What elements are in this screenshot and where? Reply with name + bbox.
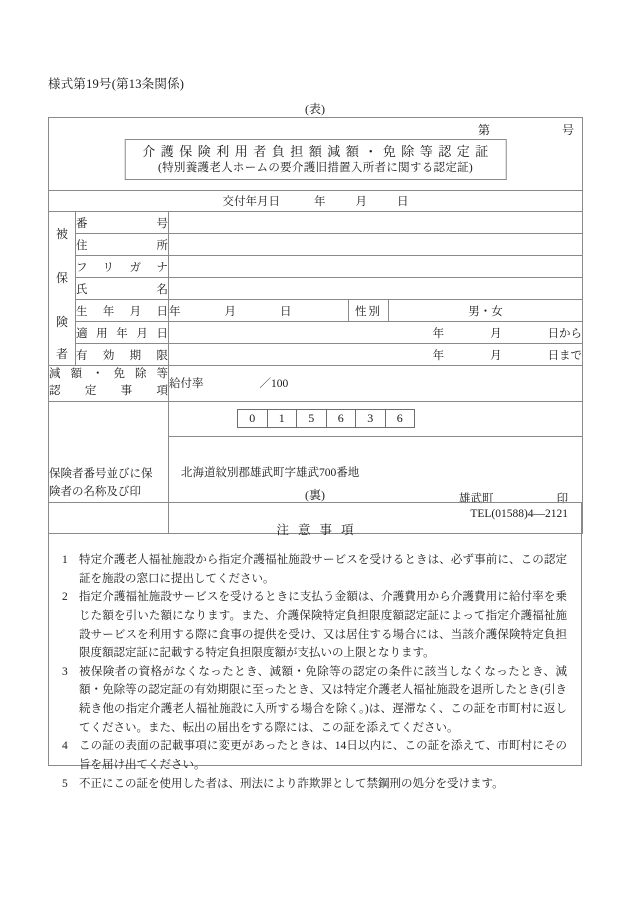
note-number: 2 (62, 591, 68, 604)
back-side-mark: (裏) (305, 488, 325, 502)
insurer-label-line2: 険者の名称及び印 (49, 486, 141, 499)
insurer-telephone: TEL(01588)4—2121 (470, 507, 569, 520)
apply-year-label: 年 (432, 327, 445, 340)
insured-name-label: 氏名 (76, 278, 169, 300)
list-item (62, 588, 567, 663)
front-side-mark: (表) (305, 102, 325, 116)
note-text: 被保険者の資格がなくなったとき、減額・免除等の認定の条件に該当しなくなったとき、減額・免除等の認定証の有効期限に至ったとき、又は特定介護老人福祉施設を退所したとき(引き続き他の指定介護老人福祉施設に入所する場合を除く。)は、遅滞なく、この証を市町村に返してください。また、転出の届出をする際には、この証を添えてください。 (79, 665, 567, 734)
insurer-address: 北海道紋別郡雄武町字雄武700番地 (181, 466, 360, 479)
insurer-seal-mark: 印 (556, 492, 569, 505)
certificate-number-suffix: 号 (562, 123, 575, 137)
insured-apply-date-row (49, 322, 583, 344)
certificate-table (48, 117, 583, 534)
issue-month-label: 月 (355, 196, 368, 208)
certificate-header-row (49, 118, 583, 191)
note-number: 4 (62, 740, 68, 753)
insurer-number-row (49, 401, 583, 436)
certificate-subtitle: (特別養護老人ホームの要介護旧措置入所者に関する認定証) (157, 161, 474, 174)
insurer-digit-5: 3 (356, 410, 386, 427)
insured-number-label: 番号 (76, 212, 169, 234)
insured-birthdate-label: 生年月日 (76, 300, 169, 322)
insurer-digit-6: 6 (396, 411, 403, 425)
reduction-label (49, 366, 169, 402)
insured-address-label: 住所 (76, 234, 169, 256)
benefit-rate-label: 給付率 (169, 378, 204, 391)
insured-number-field[interactable] (169, 212, 583, 234)
insured-apply-date-field[interactable] (169, 322, 583, 344)
insured-label-char-2: 保 (55, 270, 68, 285)
issue-date-label: 交付年月日 (222, 196, 281, 208)
reduction-row (49, 366, 583, 402)
insured-birthdate-field[interactable] (169, 300, 349, 322)
certificate-number-line (478, 121, 574, 138)
notes-title: 注意事項 (276, 523, 363, 537)
birth-day-label: 日 (280, 305, 292, 318)
insurer-digit-4: 6 (327, 410, 357, 427)
insured-label-char-4: 者 (55, 347, 68, 362)
list-item (62, 551, 567, 588)
notes-list (62, 551, 567, 793)
note-text: 指定介護福祉施設サービスを受けるときに支払う金額は、介護費用から介護費用に給付率を乗じた額を引いた額になります。また、介護保険特定負担限度額認定証によって指定介護福祉施設サービスを利用する際に食事の提供を受け、又は居住する場合には、当該介護保険特定負担限度額認定証に記載する特定負担限度額が支払いの上限となります。 (79, 591, 567, 660)
note-number: 3 (62, 665, 68, 678)
apply-day-from-label: 日から (547, 327, 583, 340)
insurer-label-line1: 保険者番号並びに保 (49, 468, 153, 481)
apply-month-label: 月 (490, 327, 502, 340)
insured-number-row (49, 212, 583, 234)
note-text: 特定介護老人福祉施設から指定介護福祉施設サービスを受けるときは、必ず事前に、この認定証を施設の窓口に提出してください。 (79, 554, 567, 585)
reduction-label-line2: 認定事項 (49, 385, 168, 398)
note-number: 5 (62, 777, 68, 790)
insured-vertical-label-2 (49, 256, 76, 300)
expiry-day-to-label: 日まで (547, 349, 583, 362)
list-item (62, 737, 567, 774)
certificate-number-prefix: 第 (478, 123, 491, 137)
insurer-name: 雄武町 (459, 492, 494, 505)
insured-vertical-label-1 (49, 212, 76, 256)
insured-label-char-1: 被 (55, 226, 68, 241)
note-number: 1 (62, 554, 68, 566)
certificate-header-cell (49, 118, 583, 191)
list-item (62, 775, 567, 794)
sex-value[interactable]: 男・女 (389, 300, 583, 322)
insured-furigana-field[interactable] (169, 256, 583, 278)
form-id-label: 様式第19号(第13条関係) (48, 77, 185, 91)
insured-label-char-3: 険 (55, 314, 68, 329)
list-item (62, 663, 567, 738)
expiry-year-label: 年 (432, 349, 445, 362)
issue-date-cell (49, 191, 583, 212)
insured-furigana-row (49, 256, 583, 278)
benefit-rate-value: ／100 (259, 378, 289, 391)
insured-expiry-row (49, 344, 583, 366)
sex-label: 性別 (349, 300, 389, 322)
insured-expiry-field[interactable] (169, 344, 583, 366)
reduction-label-line1: 減額・免除等 (49, 368, 168, 380)
expiry-month-label: 月 (490, 349, 502, 362)
insured-address-row (49, 234, 583, 256)
insurer-digit-1: 0 (238, 410, 268, 427)
insured-furigana-label: フリガナ (76, 256, 169, 278)
birth-month-label: 月 (224, 305, 236, 318)
insured-address-field[interactable] (169, 234, 583, 256)
note-text: この証の表面の記載事項に変更があったときは、14日以内に、この証を添えて、市町村にその旨を届け出てください。 (79, 740, 567, 771)
note-text: 不正にこの証を使用した者は、刑法により詐欺罪として禁鋼刑の処分を受けます。 (79, 777, 504, 790)
insured-vertical-label-4 (49, 344, 76, 366)
insured-vertical-label-3 (49, 300, 76, 344)
insurer-number-boxes (237, 409, 415, 428)
insured-name-row (49, 278, 583, 300)
insured-birthdate-row (49, 300, 583, 322)
benefit-rate-cell[interactable] (169, 366, 583, 402)
certificate-title: 介護保険利用者負担額減額・免除等認定証 (142, 144, 494, 159)
insurer-digit-3: 5 (297, 410, 327, 427)
issue-date-row (49, 191, 583, 212)
certificate-title-box (124, 139, 507, 180)
insurer-number-cell (169, 401, 583, 436)
birth-year-label: 年 (169, 305, 181, 318)
issue-day-label: 日 (397, 196, 409, 208)
insured-apply-date-label: 適用年月日 (76, 322, 169, 344)
notes-box (48, 502, 582, 790)
issue-year-label: 年 (314, 196, 326, 208)
insured-name-field[interactable] (169, 278, 583, 300)
insurer-digit-2: 1 (268, 410, 298, 427)
insured-expiry-label: 有効期限 (76, 344, 169, 366)
insurer-label-spacer (49, 401, 169, 436)
